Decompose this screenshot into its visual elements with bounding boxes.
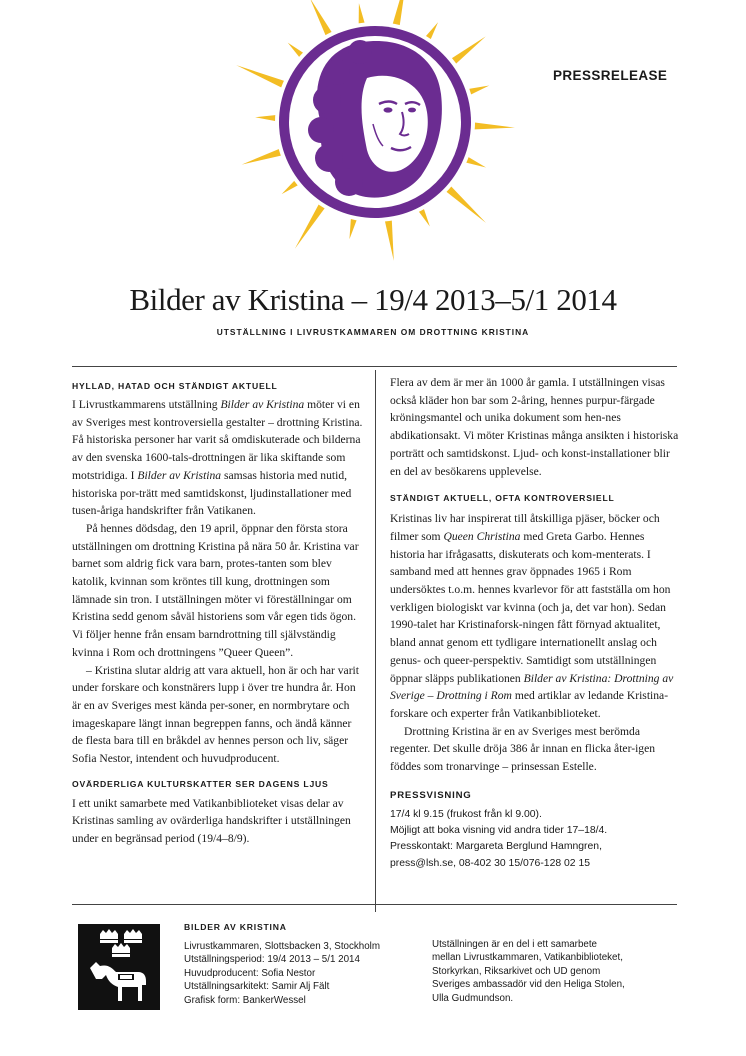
body-paragraph: Drottning Kristina är en av Sveriges mest berömda regenter. Det skulle dröja 386 år innan en flicka åter-igen föddes som tronarvinge – prinsessan Estelle.: [390, 724, 656, 774]
footer-line: Sveriges ambassadör vid den Heliga Stolen,: [432, 979, 625, 991]
footer-info-right: [432, 938, 625, 1005]
section-heading: OVÄRDERLIGA KULTURSKATTER SER DAGENS LJUS: [72, 778, 329, 789]
section-heading: PRESSVISNING: [390, 789, 472, 801]
footer-line: Utställningen är en del i ett samarbete: [432, 939, 598, 950]
press-contact-email[interactable]: press@lsh.se, 08-402 30 15/076-128 02 15: [390, 857, 591, 869]
column-divider: [375, 370, 376, 912]
footer-line: Huvudproducent: Sofia Nestor: [184, 967, 316, 979]
section-heading: STÄNDIGT AKTUELL, OFTA KONTROVERSIELL: [390, 493, 615, 504]
section-heading: HYLLAD, HATAD OCH STÄNDIGT AKTUELL: [72, 381, 278, 391]
sunburst-portrait-illustration: [105, 0, 645, 290]
footer-info-left: [184, 940, 380, 1007]
footer-line: Grafisk form: BankerWessel: [184, 994, 306, 1006]
top-divider: [72, 366, 677, 367]
intro-paragraph: I Livrustkammarens utställning Bilder av Kristina möter vi en av Sveriges mest kontroversiella gestalter – drottning Kristina. Få historiska personer har varit så omdiskuterade och bilderna av den svenska 1600-tals-drottningen är lika skiftande som motstridiga. I Bilder av Kristina samsas historia med nutid, historiska por-trätt med samtidskonst, ljudinstallationer med tusen-åriga handskrifter från Vatikanen.: [72, 398, 363, 518]
page-title: Bilder av Kristina – 19/4 2013–5/1 2014: [129, 282, 617, 317]
press-info-line: 17/4 kl 9.15 (frukost från kl 9.00).: [390, 808, 542, 820]
left-column: [72, 377, 365, 848]
footer-line: Utställningsarkitekt: Samir Alj Fält: [184, 981, 330, 993]
body-paragraph: I ett unikt samarbete med Vatikanbiblioteket visas delar av Kristinas samling av ovärderliga handskrifter i utställningen under en begränsad period (19/4–8/9).: [72, 796, 351, 846]
footer-line: mellan Livrustkammaren, Vatikanbiblioteket,: [432, 952, 623, 964]
bottom-divider: [72, 904, 677, 905]
livrustkammaren-logo: [78, 924, 160, 1010]
press-info-line: Presskontakt: Margareta Berglund Hamngren,: [390, 841, 602, 853]
footer-line: Livrustkammaren, Slottsbacken 3, Stockholm: [184, 941, 381, 952]
body-paragraph: På hennes dödsdag, den 19 april, öppnar den första stora utställningen om drottning Kristina på nära 50 år. Kristina var barnet som aldrig fick vara barn, protes-tanten som blev katolik, kvinnan som kröntes till kung, drottningen som lämnade sin tron. I utställningen möter vi föreställningar om Kristina sedd genom såväl historiens som vår egen tids ögon. Vi följer henne från ensam barndrottning till självständig kvinna i Rom och drottningens ”Queer Queen”.: [72, 521, 359, 659]
press-info-line: Möjligt att boka visning vid andra tider 17–18/4.: [390, 825, 608, 837]
page-subtitle: UTSTÄLLNING I LIVRUSTKAMMAREN OM DROTTNING KRISTINA: [216, 327, 530, 337]
footer-title: BILDER AV KRISTINA: [184, 922, 287, 932]
footer-line: Utställningsperiod: 19/4 2013 – 5/1 2014: [184, 954, 360, 966]
right-column: [390, 374, 680, 872]
pressrelease-label: PRESSRELEASE: [553, 68, 668, 83]
body-paragraph: Kristinas liv har inspirerat till åtskilliga pjäser, böcker och filmer som Queen Christina med Greta Garbo. Hennes historia har ifrågasatts, diskuterats och kom-menterats. I samband med att hennes grav öppnades 1965 i Rom undersöktes t.o.m. hennes kvarlevor för att fastställa om hon verkligen biologiskt var kvinna (och ja, det var hon). Sedan 1990-talet har Kristinaforsk-ningen fått förnyad aktualitet, bland annat genom ett tydligare internationellt anslag och genus- och queer-perspektiv. Samtidigt som utställningen öppnar släpps publikationen Bilder av Kristina: Drottning av Sverige – Drottning i Rom med artiklar av ledande Kristina-forskare och experter från Vatikanbiblioteket.: [390, 512, 674, 720]
footer-line: Ulla Gudmundson.: [432, 992, 514, 1004]
footer-line: Storkyrkan, Riksarkivet och UD genom: [432, 965, 601, 977]
body-paragraph: Flera av dem är mer än 1000 år gamla. I utställningen visas också kläder hon bar som 2-åring, hennes purpur-färgade kröningsmantel och unika dokument som hen-nes abdikationsakt. Vi möter Kristinas många ansikten i historiska porträtt och samtidskonst. Ljud- och konst-installationer blir en del av besökarens upplevelse.: [390, 376, 679, 478]
quote-paragraph: – Kristina slutar aldrig att vara aktuell, hon är och har varit under forskare och konstnärers lupp i över tre hundra år. Hon är en av Sveriges mest kända per-soner, en normbrytare och imageskapare längt innan begreppen fanns, och ändå känner de flesta bara till en bråkdel av hennes person och liv, säger Sofia Nestor, intendent och huvudproducent.: [72, 663, 360, 766]
